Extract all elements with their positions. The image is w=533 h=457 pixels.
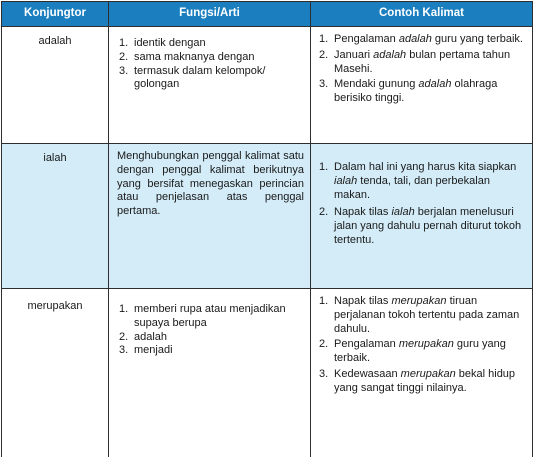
- list-item: 2. sama maknanya dengan: [119, 51, 306, 65]
- contoh-list: [319, 295, 528, 396]
- fungsi-list: [119, 37, 306, 92]
- fungsi-list: [119, 303, 306, 358]
- konjungtor-table: [1, 1, 533, 457]
- konjungtor-cell: adalah: [2, 27, 109, 144]
- table-row: [2, 144, 533, 289]
- contoh-list: [319, 161, 528, 248]
- contoh-cell: [311, 144, 533, 289]
- table-row: [2, 27, 533, 144]
- list-item: 2. adalah: [119, 331, 306, 345]
- fungsi-cell: [109, 289, 311, 457]
- list-item: 1. Napak tilas merupakan tiruan perjalanan tokoh tertentu pada zaman dahulu.: [319, 295, 528, 336]
- fungsi-cell: [109, 27, 311, 144]
- list-item: 1. identik dengan: [119, 37, 306, 51]
- contoh-cell: [311, 27, 533, 144]
- konjungtor-cell: ialah: [2, 144, 109, 289]
- list-item: 2. Januari adalah bulan pertama tahun Masehi.: [319, 49, 528, 77]
- header-contoh: Contoh Kalimat: [311, 2, 533, 27]
- list-item: 3. menjadi: [119, 344, 306, 358]
- list-item: 2. Napak tilas ialah berjalan menelusuri jalan yang dahulu pernah diturut tokoh tertentu.: [319, 206, 528, 247]
- contoh-cell: [311, 289, 533, 457]
- table-row: [2, 289, 533, 457]
- fungsi-cell: Menghubungkan penggal kalimat satu dengan penggal kalimat berikutnya yang bersifat menegaskan perincian atau penjelasan atas penggal pertama.: [109, 144, 311, 289]
- header-fungsi: Fungsi/Arti: [109, 2, 311, 27]
- list-item: 3. Mendaki gunung adalah olahraga berisiko tinggi.: [319, 78, 528, 106]
- list-item: 1. memberi rupa atau menjadikan supaya berupa: [119, 303, 306, 331]
- list-item: 3. Kedewasaan merupakan bekal hidup yang sangat tinggi nilainya.: [319, 368, 528, 396]
- konjungtor-cell: merupakan: [2, 289, 109, 457]
- list-item: 1. Pengalaman adalah guru yang terbaik.: [319, 33, 528, 47]
- header-konjungtor: Konjungtor: [2, 2, 109, 27]
- header-row: [2, 2, 533, 27]
- list-item: 1. Dalam hal ini yang harus kita siapkan ialah tenda, tali, dan perbekalan makan.: [319, 161, 528, 202]
- list-item: 2. Pengalaman merupakan guru yang terbaik.: [319, 338, 528, 366]
- list-item: 3. termasuk dalam kelompok/ golongan: [119, 65, 306, 93]
- contoh-list: [319, 33, 528, 106]
